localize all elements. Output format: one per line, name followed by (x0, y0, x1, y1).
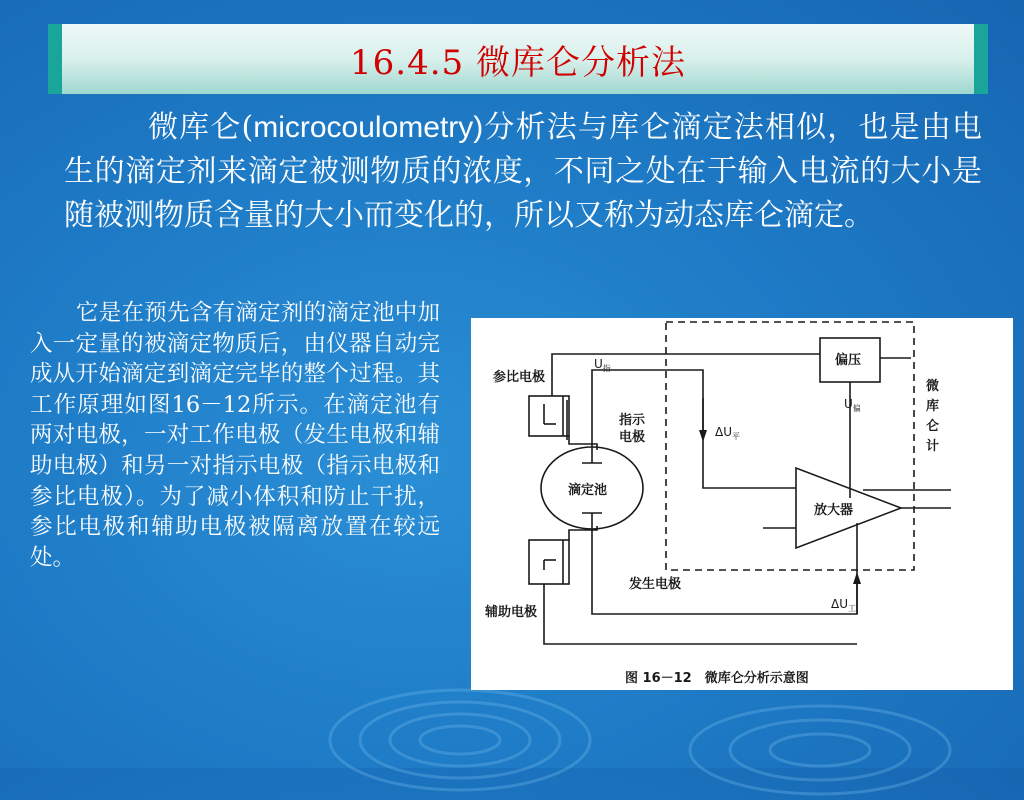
indicator-electrode-label-2: 电极 (619, 430, 646, 445)
delta-u-gong-label: $\Delta U_工$ (831, 597, 856, 613)
intro-latin-term: microcoulometry) (253, 111, 484, 144)
intro-paragraph (64, 106, 982, 238)
device-label-1: 微 (926, 379, 940, 394)
figure-16-12 (471, 318, 1013, 690)
microcoulometry-diagram (471, 318, 1013, 690)
device-label-4: 计 (926, 439, 940, 454)
u-ref-label: $U_指$ (594, 357, 611, 373)
body-paragraph: 它是在预先含有滴定剂的滴定池中加入一定量的被滴定物质后，由仪器自动完成从开始滴定到滴定完毕的整个过程。其工作原理如图16－12所示。在滴定池有两对电极，一对工作电极（发生电极和辅助电极）和另一对指示电极（指示电极和参比电极）。为了减小体积和防止干扰，参比电极和辅助电极被隔离放置在较远处。 (30, 300, 440, 571)
page-title: 16.4.5 微库仑分析法 (350, 42, 686, 83)
generator-electrode-label: 发生电极 (629, 577, 682, 592)
title-banner (48, 24, 988, 94)
indicator-electrode-label-1: 指示 (619, 413, 646, 428)
intro-text-rest: 分析法与库仑滴定法相似，也是由电生的滴定剂来滴定被测物质的浓度，不同之处在于输入电流的大小是随被测物质含量的大小而变化的，所以又称为动态库仑滴定。 (64, 110, 982, 233)
figure-caption: 图 16－12 微库仑分析示意图 (625, 671, 809, 686)
titration-cell-label: 滴定池 (568, 483, 608, 498)
reference-electrode-label: 参比电极 (493, 370, 546, 385)
u-bias-label: $U_偏$ (844, 397, 861, 413)
delta-u-ping-label: $\Delta U_平$ (715, 425, 740, 441)
amplifier-label: 放大器 (814, 503, 854, 518)
device-label-2: 库 (926, 399, 940, 414)
device-label-3: 仑 (926, 419, 940, 434)
intro-text-start: 微库仑( (148, 110, 254, 145)
bias-label: 偏压 (835, 353, 862, 368)
auxiliary-electrode-label: 辅助电极 (485, 605, 538, 620)
